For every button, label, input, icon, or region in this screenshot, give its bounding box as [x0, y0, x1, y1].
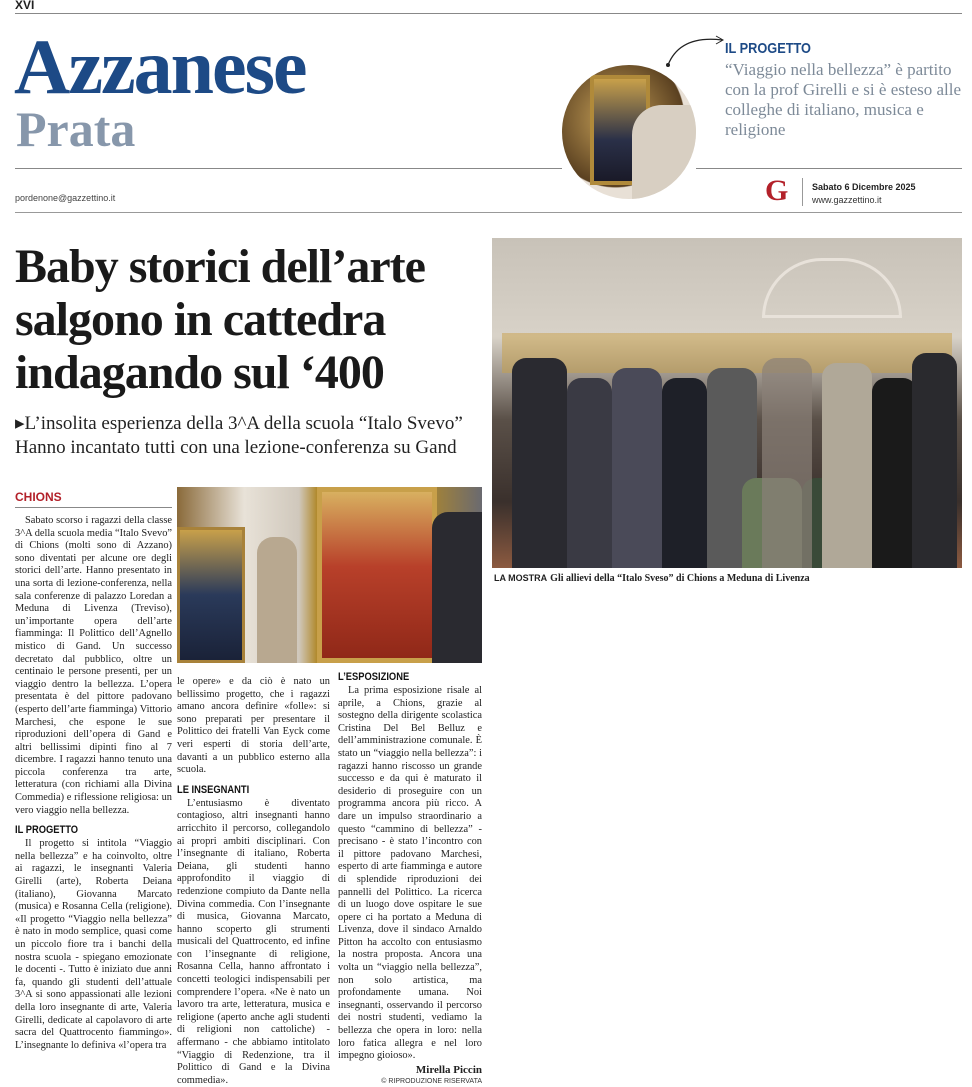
contact-email: pordenone@gazzettino.it — [15, 193, 116, 203]
teaser-kicker: IL PROGETTO — [725, 40, 811, 57]
divider — [15, 13, 962, 14]
dateline: CHIONS — [15, 490, 172, 508]
headline: Baby storici dell’arte salgono in cattedra indagando sul ‘400 — [15, 240, 425, 399]
issue-date: Sabato 6 Dicembre 2025 — [812, 182, 916, 192]
teaser-photo — [562, 65, 696, 199]
section-title: Azzanese — [14, 23, 306, 110]
triangle-icon: ▸ — [15, 413, 25, 434]
arrow-icon — [660, 30, 730, 70]
gazzettino-logo: G — [765, 174, 789, 207]
divider — [15, 212, 962, 213]
section-heading: L’ESPOSIZIONE — [338, 671, 410, 683]
paragraph: La prima esposizione risale al aprile, a Chions, grazie al sostegno della dirigente scolastica Cristina Del Bel Belluz e dell’amministrazione comunale. È stato un “viaggio nella bellezza”: i ragazzi hanno riscosso un grande successo e da qui è maturato il desiderio di proseguire con un programma ancora più ricco. A dare un impulso straordinario a questo “cammino di bellezza” - precisano - è stato l’incontro con il pittore padovano Marchesi, esperto di arte fiamminga e autore di splendide riproduzioni dei pannelli del Polittico. La ricerca di un luogo dove ospitare le sue opere ci ha portato a Meduna di Livenza, dove il sindaco Arnaldo Pitton ha accolto con entusiasmo la nostra proposta. Ancora una volta un “viaggio nella bellezza”, non solo artistica, ma profondamente umana. Noi insegnanti, osservando il percorso dei nostri studenti, vediamo la bellezza che opera in loro: nella loro fatica allegra e nel loro impegno gioioso». — [338, 685, 482, 1062]
website-link[interactable]: www.gazzettino.it — [812, 195, 882, 205]
copyright-notice: © RIPRODUZIONE RISERVATA — [381, 1077, 482, 1085]
deck — [15, 412, 485, 460]
paragraph: Sabato scorso i ragazzi della classe 3^A della scuola media “Italo Svevo” di Chions (molti sono di Azzano) sono diventati per alcune ore degli storici dell’arte. Hanno presentato in una sorta di lezione-conferenza, nella sala conferenze di palazzo Loredan a Meduna di Livenza (Treviso), un’importante opera dell’arte fiamminga: Il Polittico dell’Agnello mistico di Gand. Un successo decretato dal pubblico, oltre un centinaio le persone presenti, per un viaggio dentro la bellezza. L’opera presentata è del pittore padovano (esperto dell’arte fiamminga) Vittorio Marchesi, che espone le sue riproduzioni dell’opera di Gand e altri bellissimi dipinti fino al 7 dicembre. I ragazzi hanno tenuto una piccola conferenza tra arte, letteratura (con richiami alla Divina Commedia) e riflessione religiosa: un vero viaggio nella bellezza. — [15, 515, 172, 816]
section-heading: LE INSEGNANTI — [177, 783, 250, 796]
column-1 — [15, 515, 172, 1052]
group-photo — [492, 238, 962, 568]
paragraph: L’entusiasmo è diventato contagioso, altri insegnanti hanno arricchito il percorso, collegandolo ai propri ambiti disciplinari. Con l’insegnante di italiano, Roberta Deiana, gli studenti hanno approfondito il viaggio di redenzione compiuto da Dante nella Divina commedia. Con l’insegnante di musica, Giovanna Marcato, hanno scoperto gli strumenti musicali del Quattrocento, ed infine con l’insegnante di religione, Rosanna Cella, hanno affrontato i concetti teologici indispensabili per comprendere l’opera. «Ne è nato un lavoro tra arte, letteratura, musica e religione (aperto anche agli studenti di religioni non cattoliche) - affermano - che abbiamo intitolato “Viaggio di Redenzione, tra il Polittico di Gand e la Divina commedia». — [177, 797, 330, 1086]
paragraph: le opere» e da ciò è nato un bellissimo progetto, che i ragazzi amano ancora definire «folle»: si sono preparati per presentare il Polittico dei fratelli Van Eyck come veri esperti di storia dell’arte, davanti a un pubblico esterno alla scuola. — [177, 676, 330, 776]
teaser-text: “Viaggio nella bellezza” è partito con la prof Girelli e si è esteso alle colleghe di italiano, musica e religione — [725, 60, 962, 139]
caption-text: Gli allievi della “Italo Sveso” di Chions a Meduna di Livenza — [550, 573, 810, 584]
divider — [15, 168, 562, 169]
artwork-photo — [177, 487, 482, 663]
column-2 — [177, 676, 330, 1087]
section-subtitle: Prata — [16, 101, 136, 157]
deck-line-2: Hanno incantato tutti con una lezione-conferenza su Gand — [15, 437, 457, 458]
divider — [696, 168, 962, 169]
page-number: XVI — [15, 0, 35, 12]
column-3 — [338, 670, 482, 1086]
author-byline: Mirella Piccin — [415, 1063, 482, 1076]
paragraph: Il progetto si intitola “Viaggio nella bellezza” e ha coinvolto, oltre ai ragazzi, le insegnanti Valeria Girelli (arte), Roberta Deiana (italiano), Giovanna Marcato (musica) e Rosanna Cella (religione). «Il progetto “Viaggio nella bellezza” è nato in modo semplice, quasi come un piccolo fiore tra i banchi della nostra scuola - spiegano emozionate le docenti -. Tutto è iniziato due anni fa, quando gli studenti dell’attuale 3^A si sono appassionati alle lezioni della loro insegnante di arte, Valeria Girelli, dedicate al capolavoro di arte sacra del Quattrocento fiammingo». L’insegnante lo definiva «l’opera tra — [15, 838, 172, 1051]
divider — [802, 178, 803, 206]
deck-line-1: L’insolita esperienza della 3^A della scuola “Italo Svevo” — [24, 413, 463, 434]
photo-caption — [494, 573, 810, 584]
caption-label: LA MOSTRA — [494, 573, 548, 583]
section-heading: IL PROGETTO — [15, 824, 79, 837]
